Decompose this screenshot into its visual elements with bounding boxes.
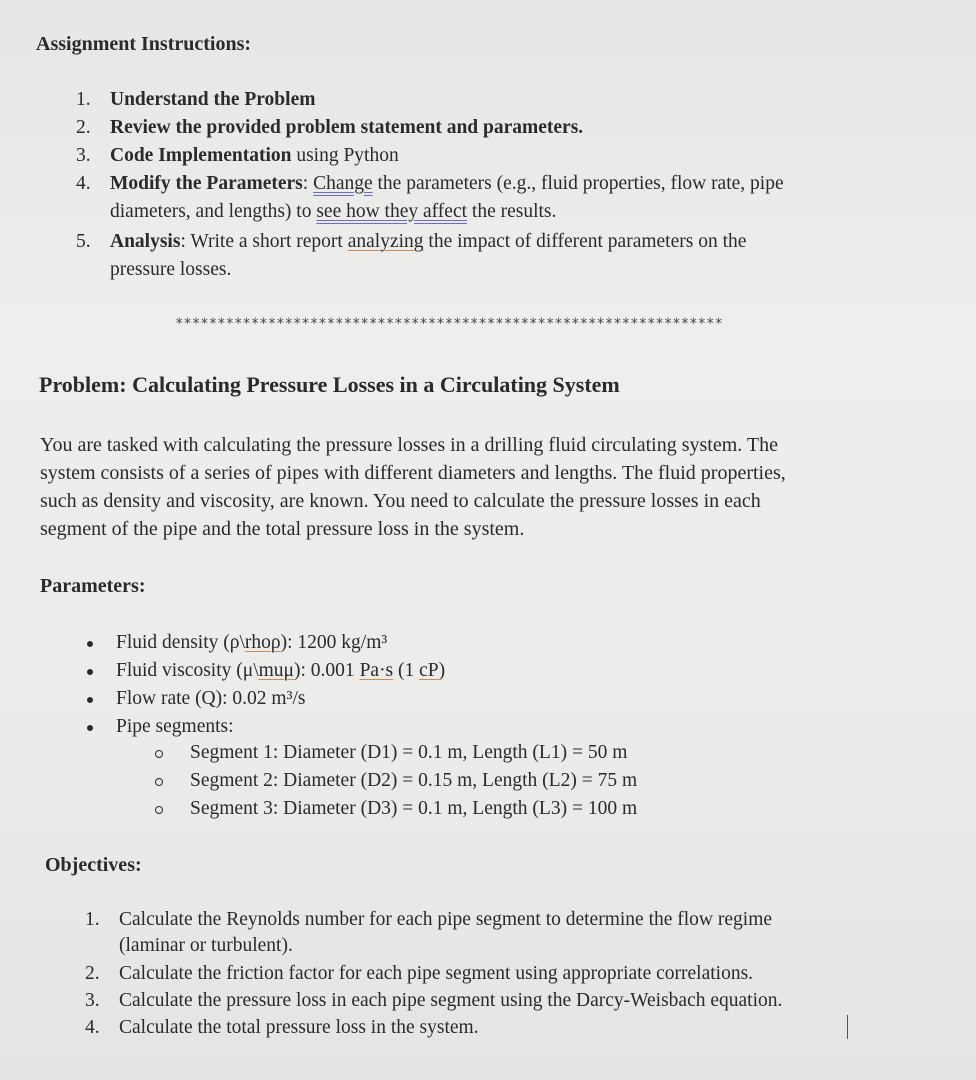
problem-line: such as density and viscosity, are known. You need to calculate the pressure losses in each [40, 490, 761, 512]
problem-title: Problem: Calculating Pressure Losses in a Circulating System [39, 372, 620, 397]
param-underlined: rhoρ [244, 632, 281, 653]
parameters-heading: Parameters: [40, 575, 146, 597]
step-number: 4. [76, 173, 91, 194]
problem-line: system consists of a series of pipes with different diameters and lengths. The fluid properties, [40, 462, 786, 484]
step-3 [110, 142, 399, 170]
param-text: ): 1200 kg/m³ [280, 632, 388, 653]
objective-item: Calculate the Reynolds number for each pipe segment to determine the flow regime [119, 909, 773, 930]
step-4-text: : [302, 173, 314, 194]
objective-item: Calculate the total pressure loss in the system. [119, 1017, 479, 1038]
step-number: 1. [76, 89, 91, 110]
step-4-bold: Modify the Parameters [110, 173, 303, 194]
param-underlined: Pa·s [359, 660, 394, 681]
assignment-heading: Assignment Instructions: [36, 33, 252, 55]
param-flow-rate: Flow rate (Q): 0.02 m³/s [116, 688, 306, 709]
objective-number: 3. [85, 990, 100, 1011]
param-viscosity [116, 657, 445, 685]
step-4-continued [110, 198, 556, 226]
param-pipe-segments: Pipe segments: [116, 716, 234, 737]
param-text: Fluid viscosity (μ\ [116, 660, 259, 681]
step-5-text: the impact of different parameters on the [423, 231, 747, 252]
param-text: (1 [393, 660, 420, 681]
objective-number: 4. [85, 1017, 100, 1038]
objective-item: Calculate the friction factor for each pipe segment using appropriate correlations. [119, 963, 754, 984]
step-4 [110, 170, 784, 198]
bullet-icon [87, 697, 93, 703]
step-5-underlined: analyzing [347, 231, 424, 252]
step-5 [110, 228, 746, 256]
param-text: ): 0.001 [294, 660, 360, 681]
objectives-heading: Objectives: [45, 854, 142, 876]
objective-item-continued: (laminar or turbulent). [119, 935, 293, 956]
step-3-bold: Code Implementation [110, 145, 292, 166]
objective-number: 1. [85, 909, 100, 930]
segment-item: Segment 1: Diameter (D1) = 0.1 m, Length (L1) = 50 m [190, 742, 628, 763]
bullet-icon [87, 641, 93, 647]
step-4-underlined: see how they affect [316, 201, 468, 222]
problem-line: You are tasked with calculating the pressure losses in a drilling fluid circulating system. The [40, 434, 778, 456]
step-number: 3. [76, 145, 91, 166]
sub-bullet-icon [155, 778, 163, 786]
problem-line: segment of the pipe and the total pressure loss in the system. [40, 518, 525, 540]
text-cursor [847, 1015, 848, 1039]
param-text: Fluid density (ρ\ [116, 632, 245, 653]
param-underlined: muμ [258, 660, 295, 681]
param-density [116, 629, 387, 657]
step-4-text: the parameters (e.g., fluid properties, flow rate, pipe [372, 173, 784, 194]
param-text: ) [438, 660, 446, 681]
step-1-bold: Understand the Problem [110, 89, 316, 110]
step-5-bold: Analysis [110, 231, 181, 252]
step-4-underlined: Change [313, 173, 373, 194]
segment-item: Segment 3: Diameter (D3) = 0.1 m, Length (L3) = 100 m [190, 798, 638, 819]
step-4-cont-text: diameters, and lengths) to [110, 201, 317, 222]
step-5-text: : Write a short report [180, 231, 348, 252]
bullet-icon [87, 669, 93, 675]
sub-bullet-icon [155, 750, 163, 758]
objective-number: 2. [85, 963, 100, 984]
sub-bullet-icon [155, 806, 163, 814]
step-3-rest: using Python [291, 145, 399, 166]
step-4-cont-text: the results. [467, 201, 557, 222]
objective-item: Calculate the pressure loss in each pipe segment using the Darcy-Weisbach equation. [119, 990, 783, 1011]
step-2-bold: Review the provided problem statement and parameters. [110, 117, 584, 138]
param-underlined: cP [419, 660, 439, 681]
step-5-continued: pressure losses. [110, 259, 232, 280]
bullet-icon [87, 725, 93, 731]
separator-stars: ***************************************************************** [175, 316, 723, 332]
step-number: 2. [76, 117, 91, 138]
step-2 [110, 114, 583, 142]
segment-item: Segment 2: Diameter (D2) = 0.15 m, Length (L2) = 75 m [190, 770, 638, 791]
step-1 [110, 86, 315, 114]
step-number: 5. [76, 231, 91, 252]
